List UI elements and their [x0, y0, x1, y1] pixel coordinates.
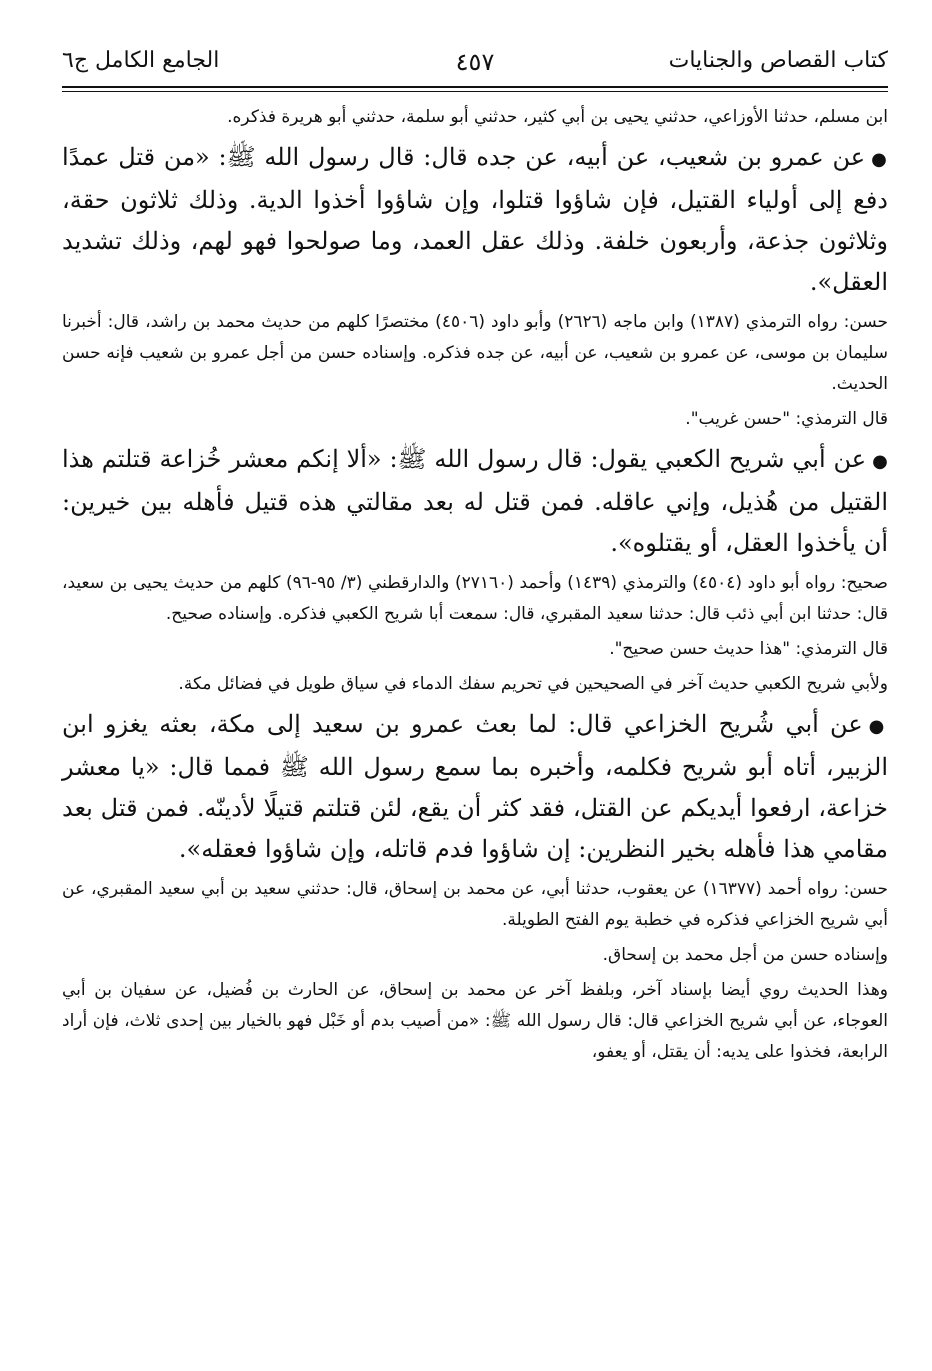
- paragraph-text: وإسناده حسن من أجل محمد بن إسحاق.: [602, 945, 888, 965]
- paragraph-text: عن أبي شُريح الخزاعي قال: لما بعث عمرو بن سعيد إلى مكة، بعثه يغزو ابن الزبير، أتاه أبو شريح فكلمه، وأخبره بما سمع رسول الله ﷺ فمما قال: «يا معشر خزاعة، ارفعوا أيديكم عن القتل، فقد كثر أن يقع، لئن قتلتم قتيلًا لأدينّه. فمن قتل بعد مقامي هذا فأهله بخير النظرين: إن شاؤوا فدم قاتله، وإن شاؤوا فعقله».: [62, 710, 888, 863]
- hadith-paragraph: [62, 704, 888, 870]
- page-number: ٤٥٧: [455, 48, 495, 76]
- header-book-title: الجامع الكامل ج٦: [62, 48, 220, 73]
- isnad-grading: [62, 940, 888, 971]
- page-body: [62, 102, 888, 1068]
- paragraph-text: ابن مسلم، حدثنا الأوزاعي، حدثني يحيى بن أبي كثير، حدثني أبو سلمة، حدثني أبو هريرة فذكره.: [227, 107, 888, 127]
- bullet-icon: ●: [872, 451, 888, 472]
- paragraph-text: صحيح: رواه أبو داود (٤٥٠٤) والترمذي (١٤٣٩) وأحمد (٢٧١٦٠) والدارقطني (٣/ ٩٥-٩٦) كلهم من حديث يحيى بن سعيد، قال: حدثنا ابن أبي ذئب قال: حدثنا سعيد المقبري، قال: سمعت أبا شريح الكعبي فذكره. وإسناده صحيح.: [62, 573, 888, 624]
- header-chapter-title: كتاب القصاص والجنايات: [668, 48, 888, 73]
- paragraph-text: وهذا الحديث روي أيضا بإسناد آخر، وبلفظ آخر عن محمد بن إسحاق، عن الحارث بن فُضيل، عن سفيان بن أبي العوجاء، عن أبي شريح الخزاعي قال: قال رسول الله ﷺ: «من أصيب بدم أو خَبْل فهو بالخيار بين إحدى ثلاث، فإن أراد الرابعة، فخذوا على يديه: أن يقتل، أو يعفو،: [62, 980, 888, 1062]
- hadith-paragraph: [62, 137, 888, 303]
- tirmidhi-grading: [62, 634, 888, 665]
- takhrij-paragraph: [62, 568, 888, 630]
- paragraph-text: حسن: رواه أحمد (١٦٣٧٧) عن يعقوب، حدثنا أبي، عن محمد بن إسحاق، قال: حدثني سعيد بن أبي سعيد المقبري، عن أبي شريح الخزاعي فذكره في خطبة يوم الفتح الطويلة.: [62, 879, 889, 930]
- tirmidhi-grading: [62, 404, 888, 435]
- paragraph-text: ولأبي شريح الكعبي حديث آخر في الصحيحين في تحريم سفك الدماء في سياق طويل في فضائل مكة.: [178, 674, 888, 694]
- book-page: [62, 40, 888, 1350]
- bullet-icon: ●: [871, 149, 888, 170]
- header-rule-thick: [62, 86, 888, 88]
- bullet-icon: ●: [868, 716, 888, 737]
- note-paragraph: [62, 669, 888, 700]
- paragraph-isnad-continuation: [62, 102, 888, 133]
- note-paragraph: [62, 975, 888, 1068]
- paragraph-text: عن عمرو بن شعيب، عن أبيه، عن جده قال: قال رسول الله ﷺ: «من قتل عمدًا دفع إلى أولياء القتيل، فإن شاؤوا قتلوا، وإن شاؤوا أخذوا الدية. وذلك ثلاثون حقة، وثلاثون جذعة، وأربعون خلفة. وذلك عقل العمد، وما صولحوا فهو لهم، وذلك تشديد العقل».: [62, 143, 888, 296]
- running-header: [62, 40, 888, 84]
- paragraph-text: عن أبي شريح الكعبي يقول: قال رسول الله ﷺ: «ألا إنكم معشر خُزاعة قتلتم هذا القتيل من هُذيل، وإني عاقله. فمن قتل له بعد مقالتي هذه قتيل فأهله بين خيرين: أن يأخذوا العقل، أو يقتلوه».: [62, 445, 888, 557]
- takhrij-paragraph: [62, 307, 888, 400]
- paragraph-text: قال الترمذي: "هذا حديث حسن صحيح".: [609, 639, 888, 659]
- header-rule-thin: [62, 91, 888, 92]
- paragraph-text: حسن: رواه الترمذي (١٣٨٧) وابن ماجه (٢٦٢٦) وأبو داود (٤٥٠٦) مختصرًا كلهم من حديث محمد بن راشد، قال: أخبرنا سليمان بن موسى، عن عمرو بن شعيب، عن أبيه، عن جده فذكره. وإسناده حسن من أجل عمرو بن شعيب فإنه حسن الحديث.: [62, 312, 889, 394]
- hadith-paragraph: [62, 439, 888, 564]
- takhrij-paragraph: [62, 874, 888, 936]
- paragraph-text: قال الترمذي: "حسن غريب".: [685, 409, 888, 429]
